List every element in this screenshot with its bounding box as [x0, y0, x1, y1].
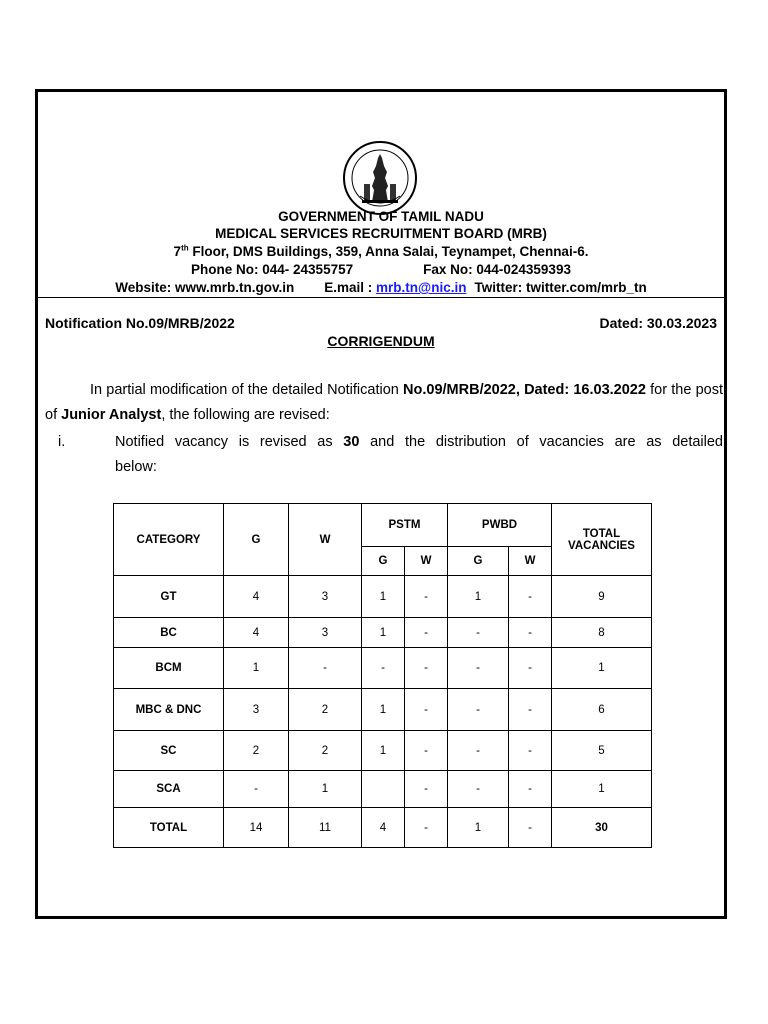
- cell-pwbd-g: -: [448, 731, 509, 771]
- header-contact: [38, 262, 724, 278]
- header-pstm-w: W: [405, 547, 448, 576]
- website: Website: www.mrb.tn.gov.in: [115, 280, 295, 295]
- cell-pstm-w: -: [405, 731, 448, 771]
- cell-g: 1: [224, 648, 289, 689]
- twitter-handle: Twitter: twitter.com/mrb_tn: [474, 280, 647, 295]
- table-row: [114, 731, 652, 771]
- cell-pstm-g: 1: [362, 576, 405, 618]
- cell-pstm-w: -: [405, 618, 448, 648]
- cell-category: BCM: [114, 648, 224, 689]
- cell-total: 6: [552, 689, 652, 731]
- cell-total: 1: [552, 648, 652, 689]
- cell-pwbd-w: -: [509, 648, 552, 689]
- corrigendum-title: CORRIGENDUM: [327, 333, 435, 349]
- table-header-row: [114, 504, 652, 547]
- cell-g: 4: [224, 618, 289, 648]
- cell-pwbd-g: 1: [448, 576, 509, 618]
- header-online: Website: www.mrb.tn.gov.in E.mail : mrb.tn@nic.in Twitter: twitter.com/mrb_tn: [115, 280, 647, 295]
- header-w: W: [289, 504, 362, 576]
- cell-pstm-w: -: [405, 576, 448, 618]
- cell-pwbd-g: -: [448, 689, 509, 731]
- table-row: [114, 618, 652, 648]
- document-frame: [35, 89, 727, 919]
- cell-w: -: [289, 648, 362, 689]
- cell-pstm-g: 4: [362, 808, 405, 848]
- cell-g: 2: [224, 731, 289, 771]
- cell-total: 30: [552, 808, 652, 848]
- cell-pwbd-g: -: [448, 618, 509, 648]
- cell-pwbd-g: 1: [448, 808, 509, 848]
- cell-category: SC: [114, 731, 224, 771]
- cell-pwbd-g: -: [448, 771, 509, 808]
- header-pwbd-g: G: [448, 547, 509, 576]
- cell-pstm-g: 1: [362, 689, 405, 731]
- cell-pstm-w: -: [405, 808, 448, 848]
- header-pwbd: PWBD: [448, 504, 552, 547]
- header-address: 7th Floor, DMS Buildings, 359, Anna Salai, Teynampet, Chennai-6.: [173, 243, 589, 259]
- cell-category: SCA: [114, 771, 224, 808]
- header-pwbd-w: W: [509, 547, 552, 576]
- phone-number: Phone No: 044- 24355757: [191, 262, 354, 277]
- header-board-name: MEDICAL SERVICES RECRUITMENT BOARD (MRB): [215, 226, 547, 241]
- email-link[interactable]: mrb.tn@nic.in: [376, 280, 467, 295]
- header-category: CATEGORY: [114, 504, 224, 576]
- cell-pwbd-w: -: [509, 689, 552, 731]
- cell-pstm-g: -: [362, 648, 405, 689]
- cell-pstm-g: 1: [362, 618, 405, 648]
- cell-total: 8: [552, 618, 652, 648]
- header-pstm: PSTM: [362, 504, 448, 547]
- cell-w: 11: [289, 808, 362, 848]
- cell-total: 9: [552, 576, 652, 618]
- cell-pstm-w: -: [405, 689, 448, 731]
- cell-pwbd-w: -: [509, 618, 552, 648]
- header-government: GOVERNMENT OF TAMIL NADU: [278, 209, 484, 224]
- item-text: Notified vacancy is revised as 30 and the distribution of vacancies are as detailed: [115, 434, 723, 450]
- cell-category: TOTAL: [114, 808, 224, 848]
- cell-pwbd-w: -: [509, 576, 552, 618]
- table-row: [114, 576, 652, 618]
- cell-g: 4: [224, 576, 289, 618]
- intro-paragraph: In partial modification of the detailed Notification No.09/MRB/2022, Dated: 16.03.2022 for the post of Junior Analyst, the following are revised:: [45, 382, 723, 423]
- cell-pstm-w: -: [405, 648, 448, 689]
- cell-w: 3: [289, 576, 362, 618]
- item-text-cont: below:: [115, 459, 157, 475]
- header-g: G: [224, 504, 289, 576]
- cell-pwbd-w: -: [509, 731, 552, 771]
- cell-pwbd-w: -: [509, 808, 552, 848]
- cell-pstm-w: -: [405, 771, 448, 808]
- fax-number: Fax No: 044-024359393: [423, 262, 571, 277]
- cell-pwbd-w: -: [509, 771, 552, 808]
- table-row: [114, 689, 652, 731]
- cell-w: 1: [289, 771, 362, 808]
- header-total-vacancies: TOTAL VACANCIES: [552, 504, 652, 576]
- cell-w: 2: [289, 689, 362, 731]
- cell-category: MBC & DNC: [114, 689, 224, 731]
- cell-pwbd-g: -: [448, 648, 509, 689]
- cell-g: -: [224, 771, 289, 808]
- table-row: [114, 771, 652, 808]
- cell-total: 1: [552, 771, 652, 808]
- cell-total: 5: [552, 731, 652, 771]
- cell-w: 3: [289, 618, 362, 648]
- cell-g: 3: [224, 689, 289, 731]
- tamil-nadu-emblem: [342, 140, 418, 216]
- cell-pstm-g: [362, 771, 405, 808]
- cell-category: GT: [114, 576, 224, 618]
- table-total-row: [114, 808, 652, 848]
- cell-category: BC: [114, 618, 224, 648]
- notification-number: Notification No.09/MRB/2022: [45, 315, 235, 331]
- table-row: [114, 648, 652, 689]
- cell-pstm-g: 1: [362, 731, 405, 771]
- vacancy-table: [113, 503, 652, 848]
- cell-g: 14: [224, 808, 289, 848]
- header-pstm-g: G: [362, 547, 405, 576]
- cell-w: 2: [289, 731, 362, 771]
- item-number: i.: [58, 434, 66, 450]
- header-divider: [38, 297, 724, 298]
- notification-date: Dated: 30.03.2023: [599, 315, 717, 331]
